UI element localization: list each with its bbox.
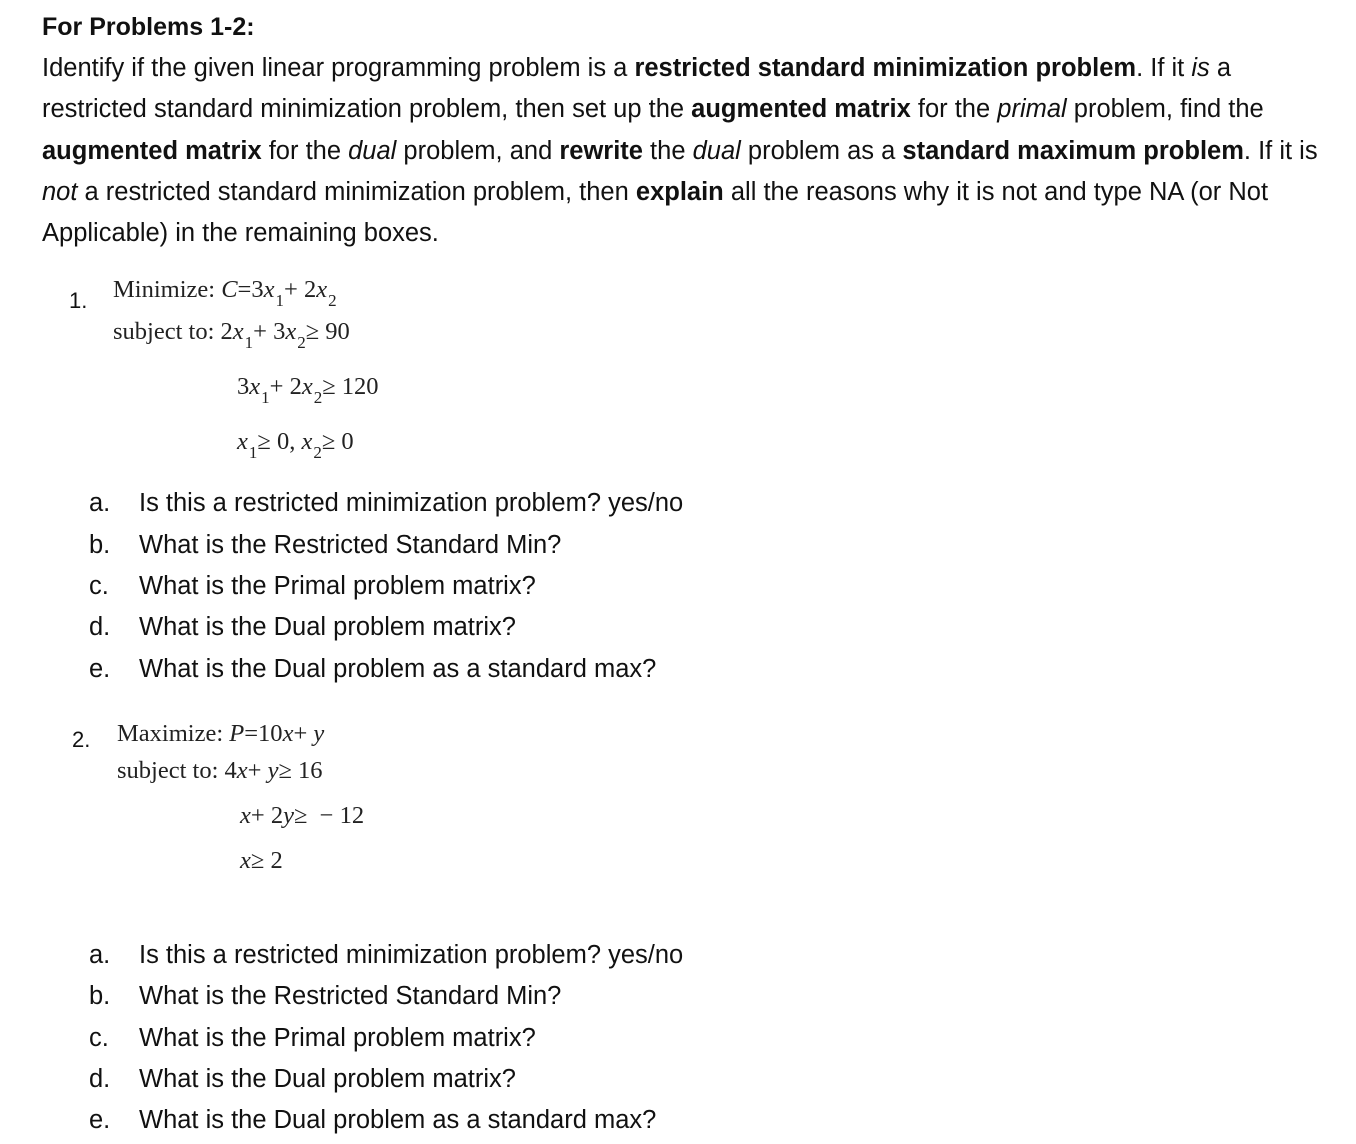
problem-2-number: 2. <box>72 727 91 752</box>
intro-italic: dual <box>692 136 741 165</box>
problem-1-constraint-2: $3x_1+ 2x_2\ge 120$ <box>237 373 379 407</box>
intro-text: the <box>642 136 693 165</box>
intro-text: for the <box>261 136 349 165</box>
intro-text: for the <box>910 95 998 124</box>
intro-bold: augmented matrix <box>42 136 262 165</box>
problem-2-constraint-1: subject to: 4x+ y≥ 16 <box>117 757 323 784</box>
intro-text: a restricted standard minimization problem, then <box>77 177 636 206</box>
intro-bold: rewrite <box>559 136 643 165</box>
problem-2-constraint-3: x≥ 2 <box>240 847 283 874</box>
problem-1-constraint-1: subject to: $2x_1+ 3x_2\ge 90$ <box>113 318 350 352</box>
intro-bold: explain <box>635 177 724 206</box>
intro-text: Identify if the given linear programming problem is a <box>42 54 635 82</box>
page-heading: For Problems 1-2: <box>42 13 255 41</box>
intro-italic: not <box>42 177 78 206</box>
intro-bold: restricted standard minimization problem <box>634 54 1137 82</box>
intro-italic: primal <box>997 95 1067 124</box>
intro-bold: augmented matrix <box>691 95 911 124</box>
problem-2-constraint-2: x+ 2y≥ − 12 <box>240 802 365 829</box>
intro-text: . If it <box>1136 54 1192 82</box>
problem-1-number: 1. <box>69 288 88 313</box>
intro-text: problem, and <box>396 136 560 165</box>
intro-text: . If it is <box>1243 136 1318 165</box>
intro-text: all the reasons why it is not and type NA (or Not Applicable) in the remaining boxes. <box>42 177 1269 248</box>
instructions-paragraph <box>42 48 1332 254</box>
problem-1-nonnegativity: $x_1\ge 0$, $x_2\ge 0$ <box>237 428 354 462</box>
intro-bold: standard maximum problem <box>902 136 1244 165</box>
problem-1-objective: Minimize: $C=3x_1+ 2x_2$ <box>113 276 337 310</box>
problem-2-objective: Maximize: P=10x+ y <box>117 720 325 747</box>
intro-text: problem, find the <box>1066 95 1264 124</box>
intro-text: problem as a <box>740 136 903 165</box>
intro-italic: is <box>1191 54 1210 82</box>
intro-text: a restricted standard minimization problem, then set up the <box>42 54 1232 124</box>
intro-italic: dual <box>348 136 397 165</box>
